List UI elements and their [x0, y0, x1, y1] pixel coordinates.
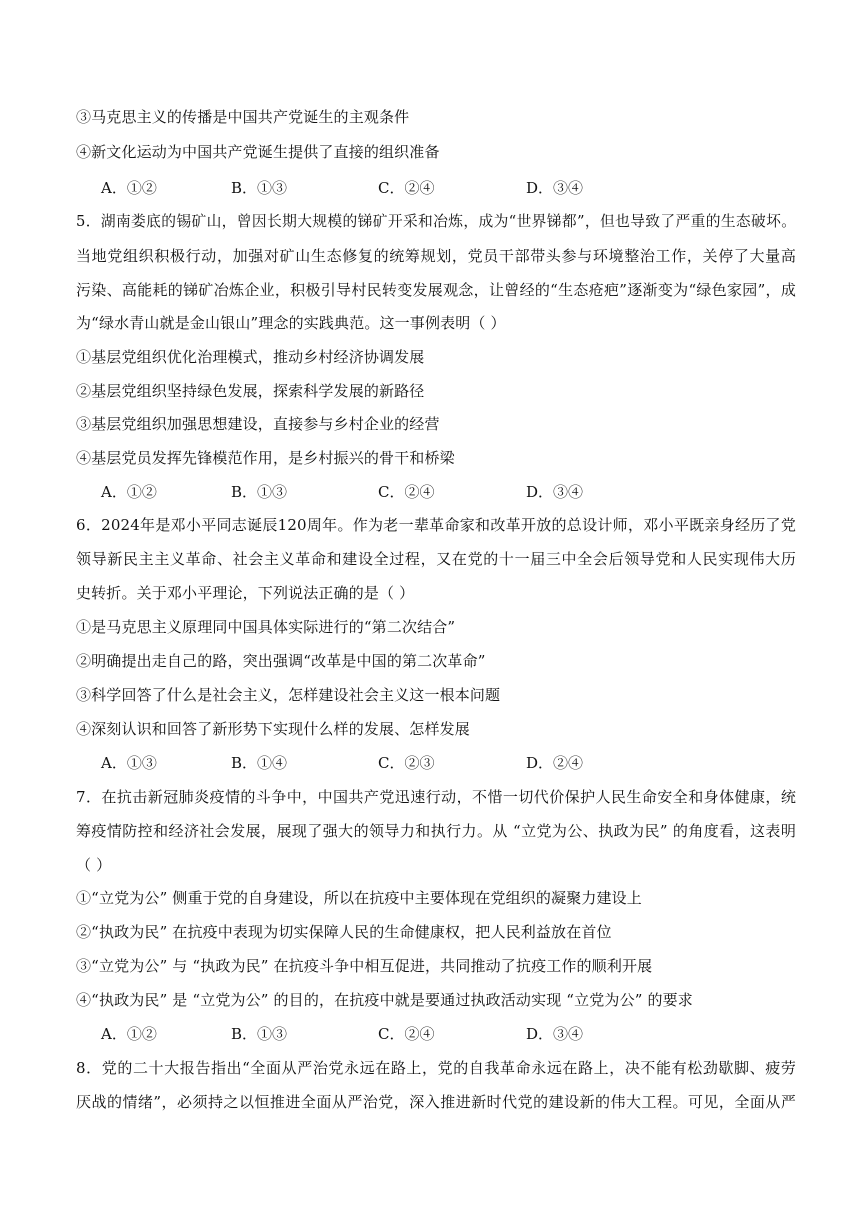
q7-stem-line-3: （ ） — [76, 856, 112, 874]
option-d: D．③④ — [526, 1025, 584, 1043]
q6-item-1: ①是马克思主义原理同中国具体实际进行的“第二次结合” — [76, 618, 456, 636]
option-d: D．②④ — [526, 754, 584, 772]
q6-stem-line-3: 史转折。关于邓小平理论，下列说法正确的是（ ） — [76, 584, 415, 602]
option-c: C．②④ — [378, 1025, 435, 1043]
q5-stem-line-3: 污染、高能耗的锑矿冶炼企业，积极引导村民转变发展观念，让曾经的“生态疮疤”逐渐变为“绿色家园”，成 — [76, 281, 796, 299]
option-c: C．②③ — [378, 754, 435, 772]
q7-item-4: ④“执政为民” 是 “立党为公” 的目的，在抗疫中就是要通过执政活动实现 “立党为公” 的要求 — [76, 991, 693, 1009]
q6-item-3: ③科学回答了什么是社会主义，怎样建设社会主义这一根本问题 — [76, 686, 501, 704]
q5-options — [101, 482, 701, 502]
option-c: C．②④ — [378, 483, 435, 501]
option-b: B．①③ — [231, 1025, 288, 1043]
q7-item-2: ②“执政为民” 在抗疫中表现为切实保障人民的生命健康权，把人民利益放在首位 — [76, 923, 612, 941]
q5-stem-line-1: 5．湖南娄底的锡矿山，曾因长期大规模的锑矿开采和冶炼，成为“世界锑都”，但也导致了严重的生态破坏。 — [76, 213, 796, 230]
prev-item-4: ④新文化运动为中国共产党诞生提供了直接的组织准备 — [76, 143, 440, 161]
option-b: B．①③ — [231, 483, 288, 501]
q6-item-4: ④深刻认识和回答了新形势下实现什么样的发展、怎样发展 — [76, 720, 470, 738]
option-d: D．③④ — [526, 483, 584, 501]
option-a: A．①② — [101, 483, 157, 501]
q6-item-2: ②明确提出走自己的路，突出强调“改革是中国的第二次革命” — [76, 652, 486, 670]
q5-item-2: ②基层党组织坚持绿色发展，探索科学发展的新路径 — [76, 382, 425, 400]
option-a: A．①② — [101, 1025, 157, 1043]
option-a: A．①② — [101, 179, 157, 197]
q7-stem-line-2: 筹疫情防控和经济社会发展，展现了强大的领导力和执行力。从 “立党为公、执政为民” 的角度看，这表明 — [76, 822, 796, 840]
q6-stem-line-2: 领导新民主主义革命、社会主义革命和建设全过程，又在党的十一届三中全会后领导党和人民实现伟大历 — [76, 550, 796, 568]
q8-stem-line-1: 8．党的二十大报告指出“全面从严治党永远在路上，党的自我革命永远在路上，决不能有松劲歇脚、疲劳 — [76, 1059, 796, 1077]
q8-stem-line-2: 厌战的情绪”，必须持之以恒推进全面从严治党，深入推进新时代党的建设新的伟大工程。可见，全面从严 — [76, 1093, 796, 1111]
option-d: D．③④ — [526, 179, 584, 197]
q7-item-3: ③“立党为公” 与 “执政为民” 在抗疫斗争中相互促进，共同推动了抗疫工作的顺利开展 — [76, 957, 653, 975]
q5-stem-line-2: 当地党组织积极行动，加强对矿山生态修复的统筹规划，党员干部带头参与环境整治工作，关停了大量高 — [76, 247, 796, 265]
q6-stem-line-1: 6．2024年是邓小平同志诞辰120周年。作为老一辈革命家和改革开放的总设计师，邓小平既亲身经历了党 — [76, 516, 796, 534]
q7-item-1: ①“立党为公” 侧重于党的自身建设，所以在抗疫中主要体现在党组织的凝聚力建设上 — [76, 889, 642, 907]
q7-options — [101, 1024, 701, 1044]
q5-item-1: ①基层党组织优化治理模式，推动乡村经济协调发展 — [76, 348, 425, 366]
prev-options — [101, 178, 701, 198]
q5-stem-line-4: 为“绿水青山就是金山银山”理念的实践典范。这一事例表明（ ） — [76, 314, 506, 332]
option-a: A．①③ — [101, 754, 157, 772]
q7-stem-line-1: 7．在抗击新冠肺炎疫情的斗争中，中国共产党迅速行动，不惜一切代价保护人民生命安全和身体健康，统 — [76, 788, 796, 806]
option-b: B．①④ — [231, 754, 288, 772]
prev-item-3: ③马克思主义的传播是中国共产党诞生的主观条件 — [76, 108, 410, 126]
q6-options — [101, 753, 701, 773]
option-b: B．①③ — [231, 179, 288, 197]
option-c: C．②④ — [378, 179, 435, 197]
q5-item-4: ④基层党员发挥先锋模范作用，是乡村振兴的骨干和桥梁 — [76, 449, 455, 467]
q5-item-3: ③基层党组织加强思想建设，直接参与乡村企业的经营 — [76, 415, 440, 433]
